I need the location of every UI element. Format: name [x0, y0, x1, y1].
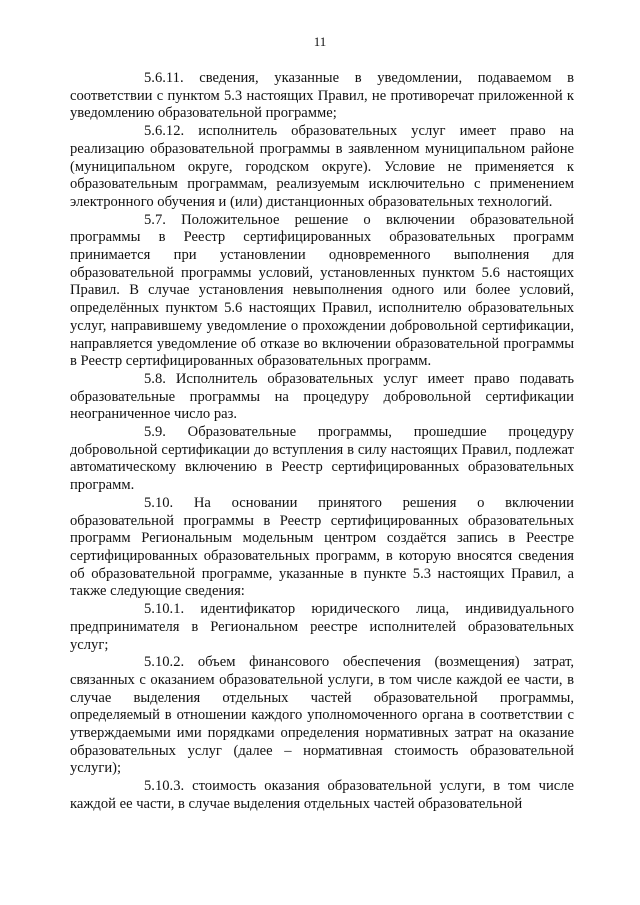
- paragraph-number: 5.6.12.: [144, 123, 185, 140]
- paragraph-5-7: [70, 212, 574, 371]
- paragraph-number: 5.8.: [144, 370, 166, 387]
- paragraph-number: 5.6.11.: [144, 70, 184, 86]
- paragraph-text: объем финансового обеспечения (возмещения) затрат, связанных с оказанием образовательной услуги, в том числе каждой ее части, в случае выделения отдельных частей образовательной программы, определяемый в отношении каждого уполномоченного органа в соответствии с утверждаемыми ими порядками определения нормативных затрат на оказание образовательных услуг (далее – нормативная стоимость образовательной услуги);: [70, 654, 574, 777]
- paragraph-5-8: [70, 371, 574, 424]
- page-number: 11: [313, 34, 327, 49]
- paragraph-5-10-2: [70, 654, 574, 778]
- paragraph-text: исполнитель образовательных услуг имеет право на реализацию образовательной программы в заявленном муниципальном районе (муниципальном округе, городском округе). Условие не применяется к образовательным программам, реализуемым исключительно с применением электронного обучения и (или) дистанционных образовательных технологий.: [70, 123, 574, 210]
- paragraph-number: 5.9.: [144, 424, 166, 441]
- paragraph-text: сведения, указанные в уведомлении, подаваемом в соответствии с пунктом 5.3 настоящих Правил, не противоречат приложенной к уведомлению образовательной программе;: [70, 70, 574, 122]
- paragraph-number: 5.10.2.: [144, 654, 185, 671]
- paragraph-text: Положительное решение о включении образовательной программы в Реестр сертифицированных образовательных программ принимается при установлении одновременного выполнения для образовательной программы условий, установленных пунктом 5.6 настоящих Правил. В случае установления невыполнения одного или более условий, определённых пунктом 5.6 настоящих Правил, исполнителю образовательных услуг, направившему уведомление о прохождении добровольной сертификации, направляется уведомление об отказе во включении образовательной программы в Реестр сертифицированных образовательных программ.: [70, 211, 574, 370]
- paragraph-text: На основании принятого решения о включении образовательной программы в Реестр сертифицированных образовательных программ Региональным модельным центром создаётся запись в Реестре сертифицированных образовательных программ, в которую вносятся сведения об образовательной программе, указанные в пункте 5.3 настоящих Правил, а также следующие сведения:: [70, 494, 574, 600]
- paragraph-text: стоимость оказания образовательной услуги, в том числе каждой ее части, в случае выделения отдельных частей образовательной: [70, 778, 574, 812]
- paragraph-text: Образовательные программы, прошедшие процедуру добровольной сертификации до вступления в силу настоящих Правил, подлежат автоматическому включению в Реестр сертифицированных образовательных программ.: [70, 424, 574, 494]
- paragraph-text: Исполнитель образовательных услуг имеет право подавать образовательные программы на процедуру добровольной сертификации неограниченное число раз.: [70, 370, 574, 423]
- paragraph-text: идентификатор юридического лица, индивидуального предпринимателя в Региональном реестре исполнителей образовательных услуг;: [70, 601, 574, 653]
- paragraph-5-10: [70, 495, 574, 601]
- paragraph-5-10-3: [70, 778, 574, 813]
- paragraph-5-6-12: [70, 123, 574, 212]
- paragraph-number: 5.10.1.: [144, 601, 185, 618]
- paragraph-number: 5.7.: [144, 211, 166, 228]
- paragraph-5-10-1: [70, 601, 574, 654]
- paragraph-5-6-11: [70, 70, 574, 123]
- paragraph-number: 5.10.: [144, 494, 174, 511]
- document-body: [70, 70, 574, 814]
- paragraph-number: 5.10.3.: [144, 778, 185, 795]
- paragraph-5-9: [70, 424, 574, 495]
